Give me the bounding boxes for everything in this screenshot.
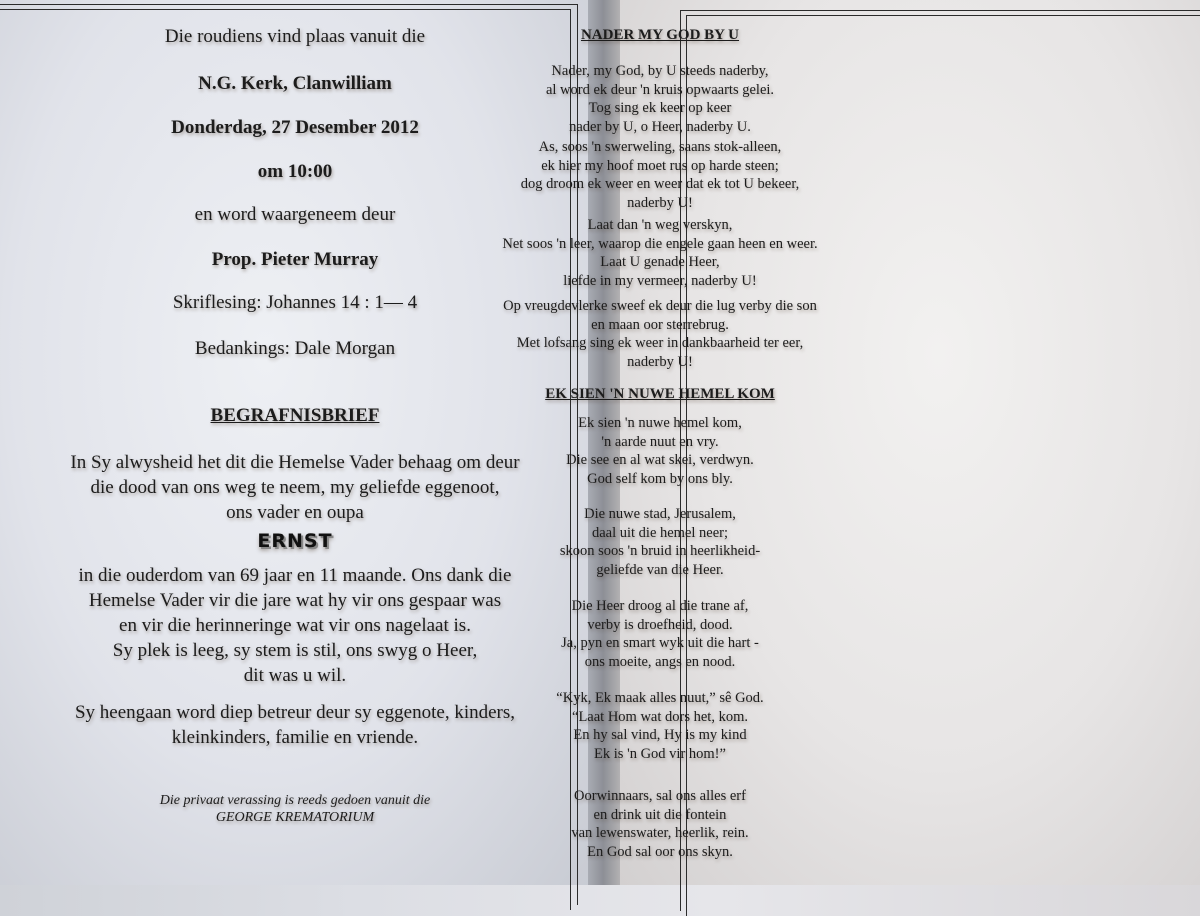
age-line: Sy plek is leeg, sy stem is stil, ons swyg o Heer, [112, 640, 478, 661]
verse-line: Ek sien 'n nuwe hemel kom, [578, 415, 742, 431]
verse-line: Met lofsang sing ek weer in dankbaarheid ter eer, [516, 335, 804, 351]
verse-line: Ek is 'n God vir hom!” [594, 745, 726, 762]
hymn1-title: NADER MY GOD BY U [580, 27, 740, 43]
verse-line: As, soos 'n swerweling, saans stok-alleen, [538, 139, 782, 155]
verse-line: En God sal oor ons skyn. [587, 843, 733, 860]
age-line: Hemelse Vader vir die jare wat hy vir ons gespaar was [88, 590, 502, 611]
verse-line: Op vreugdevlerke sweef ek deur die lug verby die son [503, 298, 817, 314]
funeral-letter-title: BEGRAFNISBRIEF [210, 405, 380, 426]
hymn2-verse-5 [360, 787, 960, 861]
verse-line: Net soos 'n leer, waarop die engele gaan heen en weer. [502, 235, 818, 252]
verse-line: Ja, pyn en smart wyk uit die hart - [561, 635, 759, 651]
hymn2-verse-2 [360, 505, 960, 579]
verse-line: naderby U! [627, 194, 693, 211]
church-name: N.G. Kerk, Clanwilliam [198, 73, 392, 94]
verse-line: 'n aarde nuut en vry. [601, 433, 719, 450]
hymn1-verse-2 [360, 138, 960, 212]
hymn2-verse-1 [360, 414, 960, 488]
service-intro: Die roudiens vind plaas vanuit die [164, 26, 426, 47]
officiated-intro: en word waargeneem deur [194, 204, 396, 225]
verse-line: “Kyk, Ek maak alles nuut,” sê God. [556, 690, 764, 706]
verse-line: geliefde van die Heer. [596, 561, 724, 578]
hymn2-title: EK SIEN 'N NUWE HEMEL KOM [545, 386, 775, 402]
verse-line: dog droom ek weer en weer dat ek tot U bekeer, [520, 176, 800, 192]
announcement-line: die dood van ons weg te neem, my geliefde eggenoot, [90, 477, 500, 498]
cremation-line: GEORGE KREMATORIUM [215, 810, 375, 825]
verse-line: Die nuwe stad, Jerusalem, [584, 506, 736, 522]
verse-line: Tog sing ek keer op keer [588, 100, 732, 116]
hymn1-verse-1 [360, 62, 960, 136]
age-line: en vir die herinneringe wat vir ons nagelaat is. [119, 615, 471, 636]
verse-line: naderby U! [627, 353, 693, 370]
hymn1-verse-3 [360, 216, 960, 290]
verse-line: van lewenswater, heerlik, rein. [571, 825, 749, 841]
verse-line: ek hier my hoof moet rus op harde steen; [541, 157, 779, 174]
hymn2-verse-3 [360, 597, 960, 671]
age-line: in die ouderdom van 69 jaar en 11 maande. Ons dank die [78, 565, 512, 586]
verse-line: “Laat Hom wat dors het, kom. [572, 708, 748, 725]
announcement-line: In Sy alwysheid het dit die Hemelse Vader behaag om deur [70, 452, 520, 473]
verse-line: Nader, my God, by U steeds naderby, [551, 63, 769, 79]
verse-line: Laat U genade Heer, [600, 254, 720, 270]
deceased-name: ERNST [257, 530, 333, 552]
verse-line: skoon soos 'n bruid in heerlikheid- [559, 543, 761, 559]
verse-line: nader by U, o Heer, naderby U. [569, 118, 751, 135]
mourned-line: Sy heengaan word diep betreur deur sy eggenote, kinders, [74, 702, 516, 723]
verse-line: al word ek deur 'n kruis opwaarts gelei. [545, 81, 775, 98]
verse-line: Oorwinnaars, sal ons alles erf [574, 788, 746, 804]
minister-name: Prop. Pieter Murray [211, 249, 379, 270]
verse-line: En hy sal vind, Hy is my kind [573, 727, 747, 743]
verse-line: Laat dan 'n weg verskyn, [587, 217, 733, 233]
service-date: Donderdag, 27 Desember 2012 [171, 117, 419, 138]
announcement-line: ons vader en oupa [226, 502, 364, 523]
thanks-line: Bedankings: Dale Morgan [194, 338, 396, 359]
service-time: om 10:00 [257, 161, 333, 182]
mourned-line: kleinkinders, familie en vriende. [171, 727, 419, 748]
age-line: dit was u wil. [243, 665, 347, 686]
verse-line: verby is droefheid, dood. [587, 616, 733, 633]
verse-line: Die Heer droog al die trane af, [571, 598, 749, 614]
hymn1-verse-4 [360, 297, 960, 371]
verse-line: liefde in my vermeer, naderby U! [563, 272, 757, 289]
cremation-line: Die privaat verassing is reeds gedoen vanuit die [159, 793, 431, 808]
verse-line: daal uit die hemel neer; [591, 524, 729, 541]
scripture-reading: Skriflesing: Johannes 14 : 1— 4 [172, 292, 418, 313]
verse-line: en maan oor sterrebrug. [591, 316, 729, 333]
verse-line: Die see en al wat skei, verdwyn. [566, 452, 754, 468]
verse-line: ons moeite, angs en nood. [584, 653, 736, 670]
hymn2-verse-4 [360, 689, 960, 763]
verse-line: en drink uit die fontein [593, 806, 727, 823]
verse-line: God self kom by ons bly. [587, 470, 733, 487]
